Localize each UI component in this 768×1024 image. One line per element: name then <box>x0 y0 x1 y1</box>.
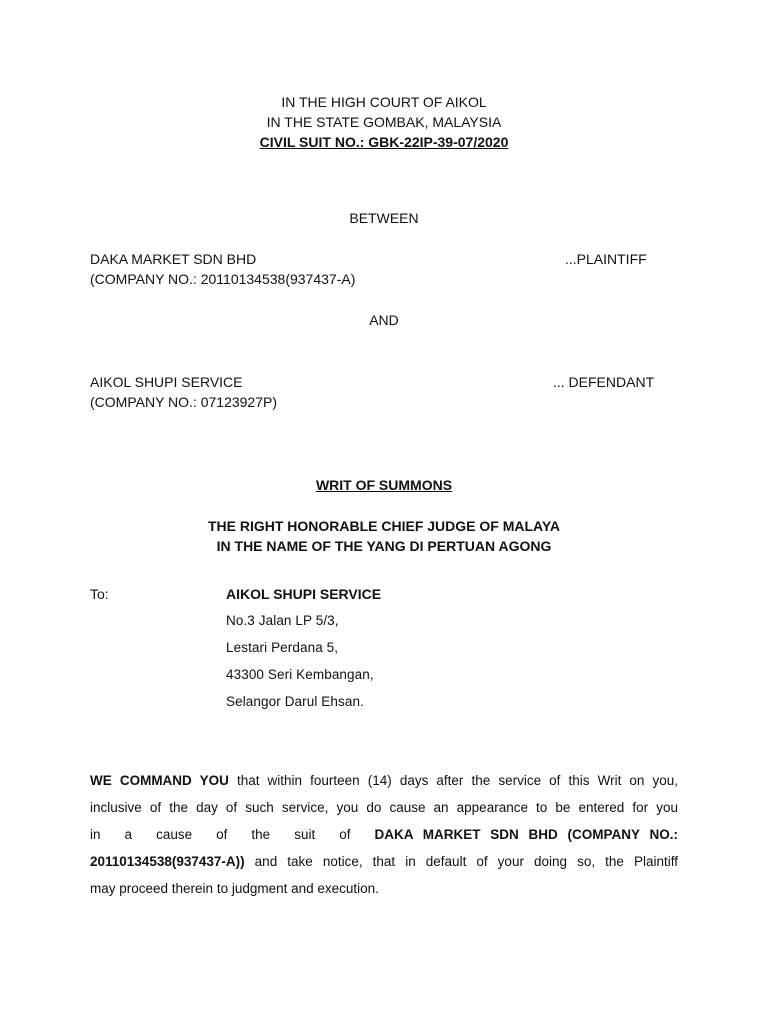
writ-title-wrap <box>0 475 768 495</box>
suit-number: CIVIL SUIT NO.: GBK-22IP-39-07/2020 <box>259 134 509 150</box>
suit-number-wrap <box>0 132 768 152</box>
address-line-1: No.3 Jalan LP 5/3, <box>226 613 339 628</box>
address-line-2: Lestari Perdana 5, <box>226 640 339 655</box>
command-line-4 <box>90 848 678 875</box>
command-line-3-word: a <box>124 827 133 842</box>
command-line-4-bold: 20110134538(937437-A)) <box>90 854 245 869</box>
address-line-3: 43300 Seri Kembangan, <box>226 667 374 682</box>
plaintiff-name: DAKA MARKET SDN BHD <box>90 251 257 267</box>
command-line-3 <box>90 821 678 848</box>
command-line-3-word: of <box>216 827 228 842</box>
command-line-5: may proceed therein to judgment and execution. <box>90 881 379 896</box>
command-line-3-word: suit <box>294 827 316 842</box>
defendant-name: AIKOL SHUPI SERVICE <box>90 374 243 390</box>
authority-line-2: IN THE NAME OF THE YANG DI PERTUAN AGONG <box>216 538 552 554</box>
court-state: IN THE STATE GOMBAK, MALAYSIA <box>266 114 502 130</box>
recipient-name: AIKOL SHUPI SERVICE <box>226 586 382 602</box>
command-line-1 <box>90 767 678 794</box>
command-paragraph <box>90 767 678 902</box>
between-label: BETWEEN <box>349 210 419 226</box>
plaintiff-role: ...PLAINTIFF <box>565 251 647 267</box>
to-label: To: <box>90 586 109 602</box>
command-line-4-rest: and take notice, that in default of your doing so, the Plaintiff <box>244 854 678 869</box>
command-line-1-rest: that within fourteen (14) days after the service of this Writ on you, <box>228 773 678 788</box>
command-line-3-word: the <box>251 827 271 842</box>
defendant-role: ... DEFENDANT <box>553 374 655 390</box>
command-line-3-word: of <box>339 827 351 842</box>
plaintiff-company-no: (COMPANY NO.: 20110134538(937437-A) <box>90 271 356 287</box>
command-line-3-word: in <box>90 827 101 842</box>
writ-title: WRIT OF SUMMONS <box>315 477 453 493</box>
command-line-2: inclusive of the day of such service, you do cause an appearance to be entered for you <box>90 800 678 815</box>
court-name: IN THE HIGH COURT OF AIKOL <box>281 94 487 110</box>
and-label: AND <box>369 312 399 328</box>
authority-line-1: THE RIGHT HONORABLE CHIEF JUDGE OF MALAYA <box>207 518 561 534</box>
command-lead: WE COMMAND YOU <box>90 773 229 788</box>
command-line-3-bold: DAKA MARKET SDN BHD (COMPANY NO.: <box>374 827 678 842</box>
command-line-3-word: cause <box>156 827 193 842</box>
address-line-4: Selangor Darul Ehsan. <box>226 694 364 709</box>
defendant-company-no: (COMPANY NO.: 07123927P) <box>90 394 278 410</box>
